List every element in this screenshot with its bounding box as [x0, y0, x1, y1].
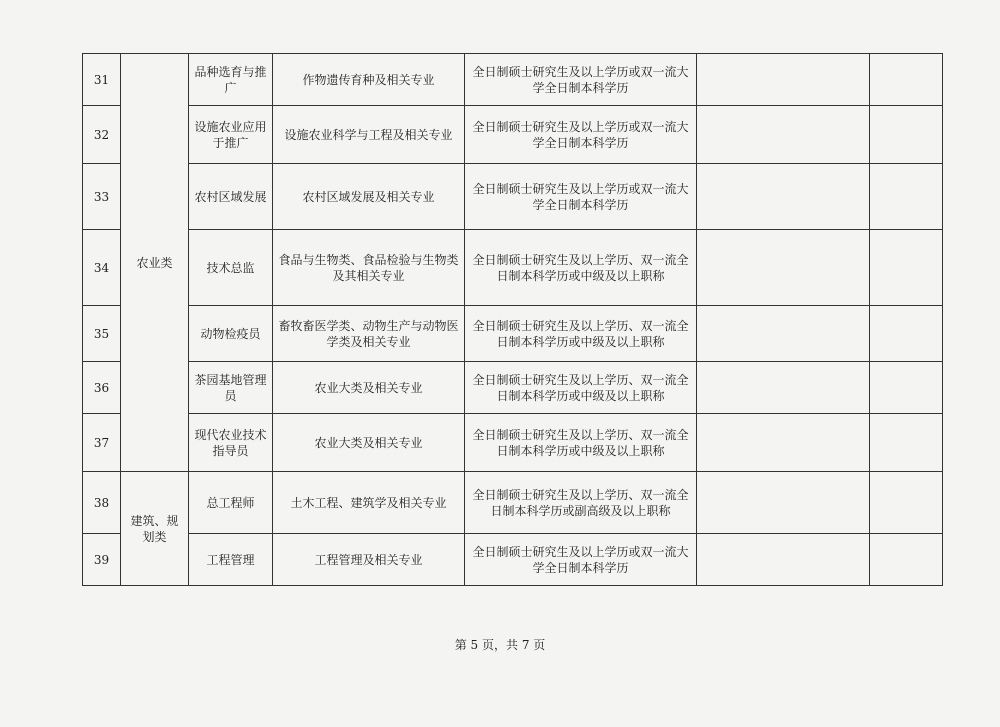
- education-cell: 全日制硕士研究生及以上学历、双一流全日制本科学历或中级及以上职称: [465, 362, 697, 414]
- table-row: [83, 230, 943, 306]
- position-cell: 工程管理: [189, 534, 273, 586]
- empty-cell: [870, 306, 943, 362]
- empty-cell: [697, 54, 870, 106]
- position-cell: 茶园基地管理员: [189, 362, 273, 414]
- education-cell: 全日制硕士研究生及以上学历或双一流大学全日制本科学历: [465, 164, 697, 230]
- empty-cell: [870, 362, 943, 414]
- seq-cell: 35: [83, 306, 121, 362]
- empty-cell: [870, 164, 943, 230]
- page-footer: 第 5 页，共 7 页: [454, 638, 546, 652]
- education-cell: 全日制硕士研究生及以上学历、双一流全日制本科学历或中级及以上职称: [465, 414, 697, 472]
- seq-cell: 32: [83, 106, 121, 164]
- empty-cell: [697, 472, 870, 534]
- position-cell: 设施农业应用于推广: [189, 106, 273, 164]
- empty-cell: [870, 106, 943, 164]
- table-row: [83, 164, 943, 230]
- empty-cell: [697, 106, 870, 164]
- empty-cell: [870, 534, 943, 586]
- major-cell: 农业大类及相关专业: [273, 362, 465, 414]
- table-row: [83, 414, 943, 472]
- education-cell: 全日制硕士研究生及以上学历或双一流大学全日制本科学历: [465, 534, 697, 586]
- table-row: [83, 54, 943, 106]
- empty-cell: [697, 306, 870, 362]
- major-cell: 设施农业科学与工程及相关专业: [273, 106, 465, 164]
- empty-cell: [870, 54, 943, 106]
- position-cell: 技术总监: [189, 230, 273, 306]
- positions-table: [82, 53, 943, 586]
- major-cell: 畜牧畜医学类、动物生产与动物医学类及相关专业: [273, 306, 465, 362]
- seq-cell: 36: [83, 362, 121, 414]
- empty-cell: [697, 164, 870, 230]
- table-row: [83, 106, 943, 164]
- education-cell: 全日制硕士研究生及以上学历、双一流全日制本科学历或中级及以上职称: [465, 230, 697, 306]
- education-cell: 全日制硕士研究生及以上学历或双一流大学全日制本科学历: [465, 54, 697, 106]
- seq-cell: 37: [83, 414, 121, 472]
- seq-cell: 33: [83, 164, 121, 230]
- empty-cell: [697, 362, 870, 414]
- empty-cell: [697, 230, 870, 306]
- table-row: [83, 472, 943, 534]
- position-cell: 现代农业技术指导员: [189, 414, 273, 472]
- empty-cell: [870, 414, 943, 472]
- education-cell: 全日制硕士研究生及以上学历或双一流大学全日制本科学历: [465, 106, 697, 164]
- seq-cell: 34: [83, 230, 121, 306]
- seq-cell: 39: [83, 534, 121, 586]
- table-row: [83, 362, 943, 414]
- category-cell: 建筑、规划类: [121, 472, 189, 586]
- empty-cell: [870, 472, 943, 534]
- major-cell: 农村区域发展及相关专业: [273, 164, 465, 230]
- empty-cell: [697, 414, 870, 472]
- seq-cell: 38: [83, 472, 121, 534]
- category-cell: 农业类: [121, 54, 189, 472]
- position-cell: 总工程师: [189, 472, 273, 534]
- empty-cell: [697, 534, 870, 586]
- seq-cell: 31: [83, 54, 121, 106]
- table-row: [83, 306, 943, 362]
- major-cell: 工程管理及相关专业: [273, 534, 465, 586]
- major-cell: 农业大类及相关专业: [273, 414, 465, 472]
- education-cell: 全日制硕士研究生及以上学历、双一流全日制本科学历或中级及以上职称: [465, 306, 697, 362]
- position-cell: 动物检疫员: [189, 306, 273, 362]
- education-cell: 全日制硕士研究生及以上学历、双一流全日制本科学历或副高级及以上职称: [465, 472, 697, 534]
- empty-cell: [870, 230, 943, 306]
- major-cell: 食品与生物类、食品检验与生物类及其相关专业: [273, 230, 465, 306]
- table-row: [83, 534, 943, 586]
- major-cell: 作物遗传育种及相关专业: [273, 54, 465, 106]
- position-cell: 农村区域发展: [189, 164, 273, 230]
- position-cell: 品种选育与推广: [189, 54, 273, 106]
- major-cell: 土木工程、建筑学及相关专业: [273, 472, 465, 534]
